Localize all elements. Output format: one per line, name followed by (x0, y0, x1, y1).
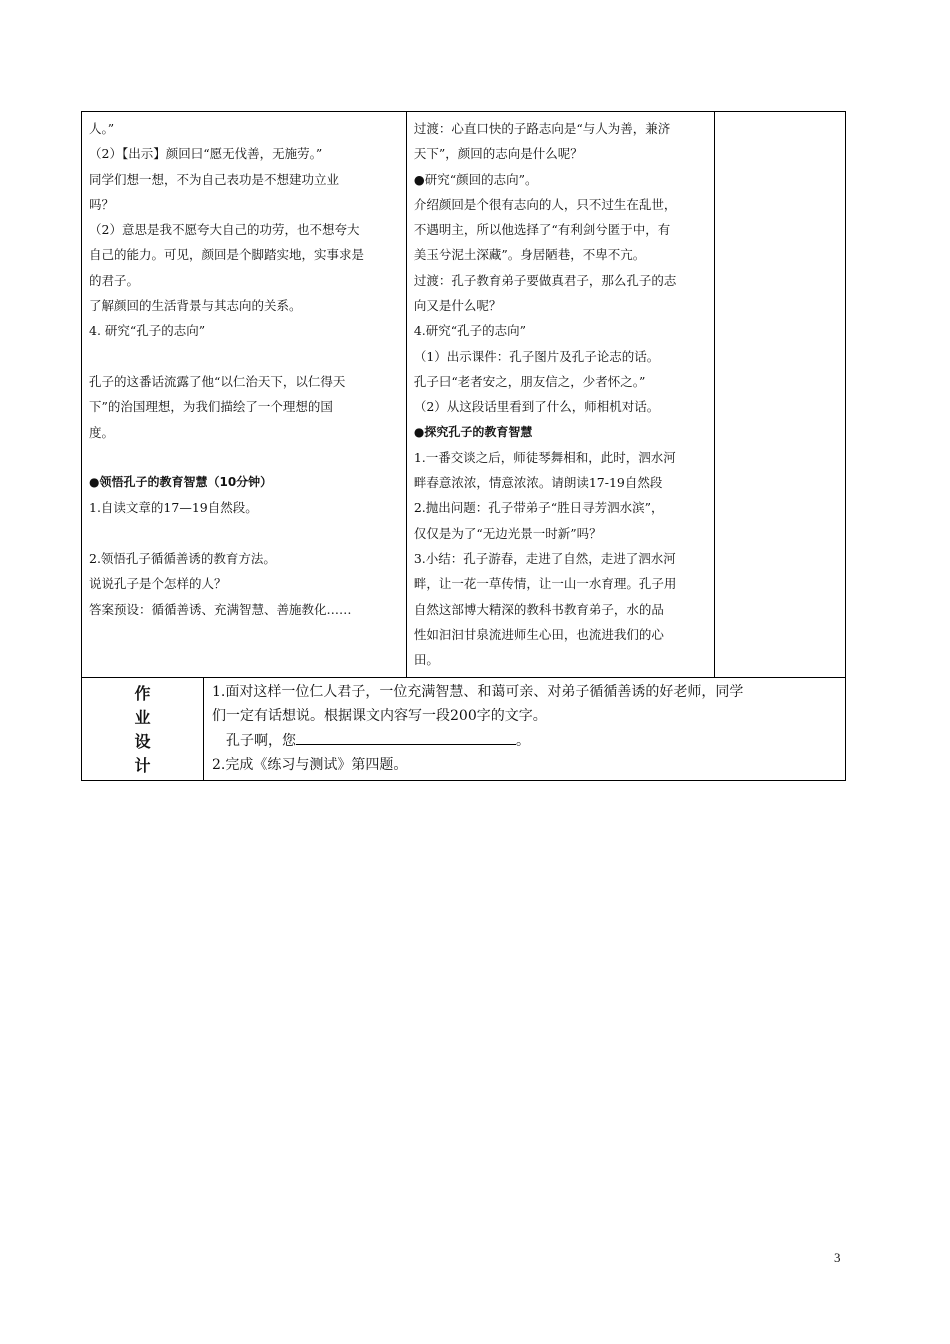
col2-line: 3.小结：孔子游春，走进了自然，走进了泗水河 (413, 551, 676, 567)
activities-row (82, 112, 846, 678)
col2-line: 1.一番交谈之后，师徒琴舞相和，此时，泗水河 (413, 449, 676, 465)
col1-line: 1.自读文章的17—19自然段。 (89, 500, 258, 516)
col2-line: 不遇明主，所以他选择了“有利剑兮匿于中，有 (413, 222, 671, 238)
col2-line: 畔，让一花一草传情，让一山一水育理。孔子用 (413, 576, 677, 592)
fill-suffix: 。 (516, 732, 530, 749)
col2-line: 4.研究“孔子的志向” (413, 323, 527, 339)
student-activity-cell (82, 112, 407, 678)
col1-line: 度。 (89, 424, 115, 440)
col1-line: 答案预设：循循善诱、充满智慧、善施教化…… (89, 601, 352, 617)
homework-row (82, 677, 846, 780)
col2-line: （1）出示课件：孔子图片及孔子论志的话。 (413, 348, 660, 364)
col1-line (89, 445, 401, 470)
col2-line: 天下”，颜回的志向是什么呢？ (413, 146, 583, 162)
col1-line: （2）意思是我不愿夸大自己的功劳，也不想夸大 (89, 222, 360, 238)
homework-label (82, 678, 204, 780)
col2-line: 美玉兮泥土深藏”。身居陋巷，不卑不亢。 (413, 247, 646, 263)
col1-line: 孔子的这番话流露了他“以仁治天下，以仁得天 (89, 373, 346, 389)
col1-line: 说说孔子是个怎样的人？ (89, 576, 227, 592)
homework-label-char: 计 (134, 755, 151, 775)
homework-content (204, 678, 845, 780)
col1-line: （2）【出示】颜回曰“愿无伐善，无施劳。” (89, 146, 323, 162)
col2-line: ●研究“颜回的志向”。 (413, 171, 538, 187)
col1-line (89, 344, 401, 369)
col2-line: 过渡：孔子教育弟子要做真君子，那么孔子的志 (413, 272, 677, 288)
teacher-activity-cell (406, 112, 714, 678)
col1-line: 2.领悟孔子循循善诱的教育方法。 (89, 551, 276, 567)
col2-line: 过渡：心直口快的子路志向是“与人为善，兼济 (413, 121, 671, 136)
homework-label-char: 业 (134, 707, 151, 727)
page-number: 3 (834, 1250, 841, 1265)
col2-line: ●探究孔子的教育智慧 (413, 424, 533, 439)
col2-line: 向又是什么呢？ (413, 298, 502, 314)
notes-cell (714, 112, 845, 678)
col1-line: ●领悟孔子的教育智慧（10分钟） (89, 475, 273, 490)
col2-line: 田。 (413, 652, 439, 668)
student-activity-text (82, 112, 406, 626)
col1-line: 自己的能力。可见，颜回是个脚踏实地，实事求是 (89, 247, 365, 263)
col2-line: 自然这部博大精深的教科书教育弟子，水的品 (413, 601, 664, 617)
col2-line: 孔子曰“老者安之，朋友信之，少者怀之。” (413, 373, 646, 389)
homework-item-1-cont: 们一定有话想说。根据课文内容写一段200字的文字。 (212, 708, 547, 725)
col1-line (89, 521, 401, 546)
col2-line: 介绍颜回是个很有志向的人，只不过生在乱世， (413, 196, 677, 212)
col1-line: 下”的治国理想，为我们描绘了一个理想的国 (89, 399, 333, 415)
col1-line: 了解颜回的生活背景与其志向的关系。 (89, 298, 302, 314)
col1-line: 的君子。 (89, 272, 140, 288)
col2-line: 仅仅是为了“无边光景一时新”吗？ (413, 525, 602, 541)
fill-blank (296, 730, 516, 745)
teacher-activity-text (407, 112, 714, 677)
col1-line: 同学们想一想，不为自己表功是不想建功立业 (89, 171, 340, 187)
homework-fill-line (212, 729, 839, 754)
homework-item-1: 1.面对这样一位仁人君子，一位充满智慧、和蔼可亲、对弟子循循善诱的好老师，同学 (212, 683, 744, 700)
col1-line: 吗？ (89, 196, 115, 212)
col2-line: 性如汩汩甘泉流进师生心田，也流进我们的心 (413, 626, 664, 642)
fill-prefix: 孔子啊，您 (226, 732, 296, 749)
col1-line: 人。” (89, 121, 115, 136)
lesson-plan-table (81, 111, 846, 781)
col2-line: （2）从这段话里看到了什么，师相机对话。 (413, 399, 660, 415)
col2-line: 畔春意浓浓，情意浓浓。请朗读17-19自然段 (413, 475, 663, 491)
homework-label-char: 作 (134, 683, 151, 703)
homework-label-char: 设 (134, 731, 151, 751)
homework-item-2: 2.完成《练习与测试》第四题。 (212, 757, 408, 774)
homework-cell (82, 677, 846, 780)
col1-line: 4. 研究“孔子的志向” (89, 323, 206, 339)
col2-line: 2.抛出问题：孔子带弟子“胜日寻芳泗水滨”， (413, 500, 664, 516)
